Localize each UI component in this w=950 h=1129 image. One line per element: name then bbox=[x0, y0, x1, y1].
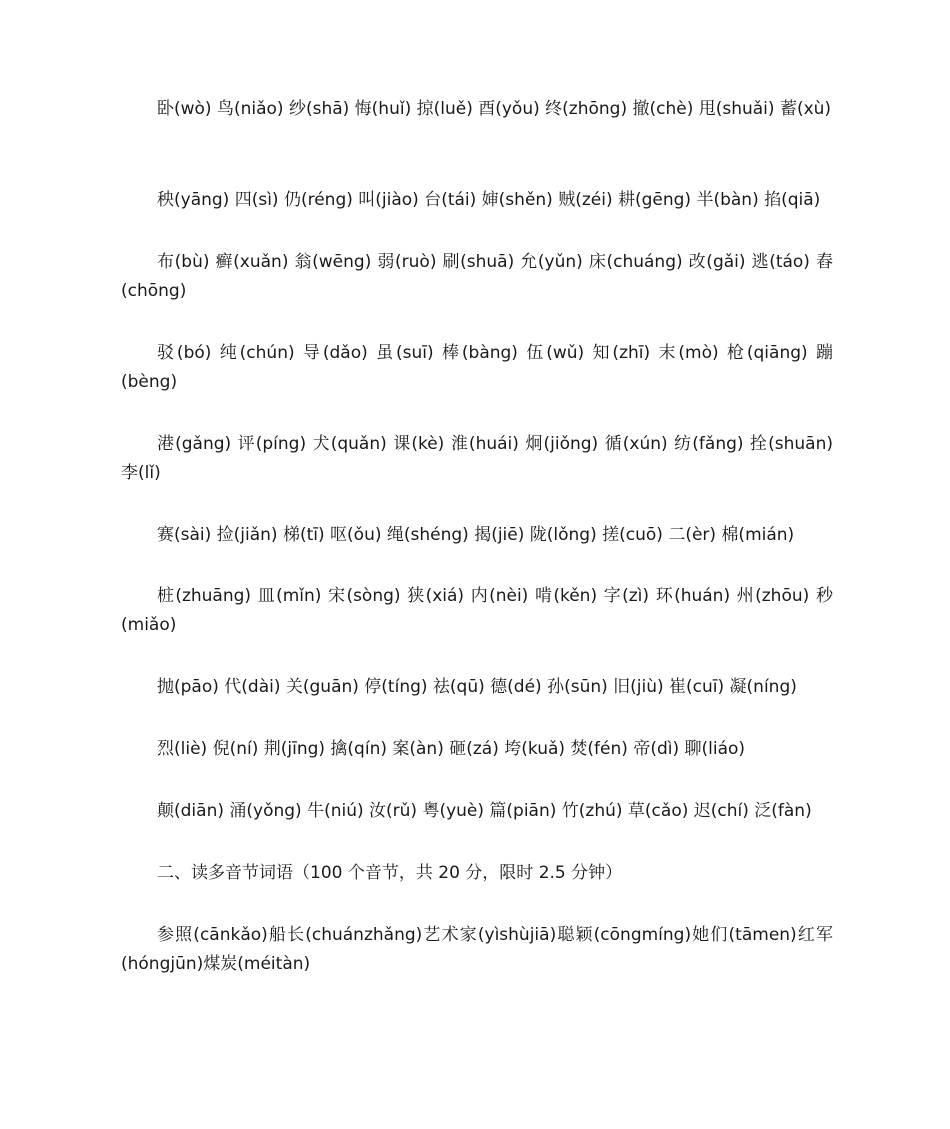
syllable-row-4: 驳(bó) 纯(chún) 导(dǎo) 虽(suī) 棒(bàng) 伍(wǔ) 知(zhī) 末(mò) 枪(qiāng) 蹦(bèng) bbox=[121, 343, 833, 392]
syllable-row-3: 布(bù) 癣(xuǎn) 翁(wēng) 弱(ruò) 刷(shuā) 允(yǔn) 床(chuáng) 改(gǎi) 逃(táo) 舂(chōng) bbox=[121, 252, 833, 301]
syllable-row-6: 赛(sài) 捡(jiǎn) 梯(tī) 呕(ǒu) 绳(shéng) 揭(jiē) 陇(lǒng) 搓(cuō) 二(èr) 棉(mián) bbox=[157, 525, 795, 545]
syllable-row-9: 烈(liè) 倪(ní) 荆(jīng) 擒(qín) 案(àn) 砸(zá) 垮(kuǎ) 焚(fén) 帝(dì) 聊(liáo) bbox=[157, 739, 746, 759]
syllable-row-7: 桩(zhuāng) 皿(mǐn) 宋(sòng) 狭(xiá) 内(nèi) 啃(kěn) 字(zì) 环(huán) 州(zhōu) 秒(miǎo) bbox=[121, 586, 833, 635]
syllable-row-5: 港(gǎng) 评(píng) 犬(quǎn) 课(kè) 淮(huái) 炯(jiǒng) 循(xún) 纺(fǎng) 拴(shuān) 李(lǐ) bbox=[121, 434, 833, 483]
word-row-1: 参照(cānkǎo)船长(chuánzhǎng)艺术家(yìshùjiā)聪颖(cōngmíng)她们(tāmen)红军(hóngjūn)煤炭(méitàn) bbox=[121, 925, 833, 974]
syllable-row-2: 秧(yāng) 四(sì) 仍(réng) 叫(jiào) 台(tái) 婶(shěn) 贼(zéi) 耕(gēng) 半(bàn) 掐(qiā) bbox=[157, 190, 821, 210]
section-heading: 二、读多音节词语（100 个音节，共 20 分，限时 2.5 分钟） bbox=[157, 863, 623, 883]
syllable-row-1: 卧(wò) 鸟(niǎo) 纱(shā) 悔(huǐ) 掠(luě) 酉(yǒu) 终(zhōng) 撤(chè) 甩(shuǎi) 蓄(xù) bbox=[157, 99, 832, 119]
syllable-row-8: 抛(pāo) 代(dài) 关(guān) 停(tíng) 祛(qū) 德(dé) 孙(sūn) 旧(jiù) 崔(cuī) 凝(níng) bbox=[157, 677, 797, 697]
syllable-row-10: 颠(diān) 涌(yǒng) 牛(niú) 汝(rǔ) 粤(yuè) 篇(piān) 竹(zhú) 草(cǎo) 迟(chí) 泛(fàn) bbox=[157, 801, 812, 821]
